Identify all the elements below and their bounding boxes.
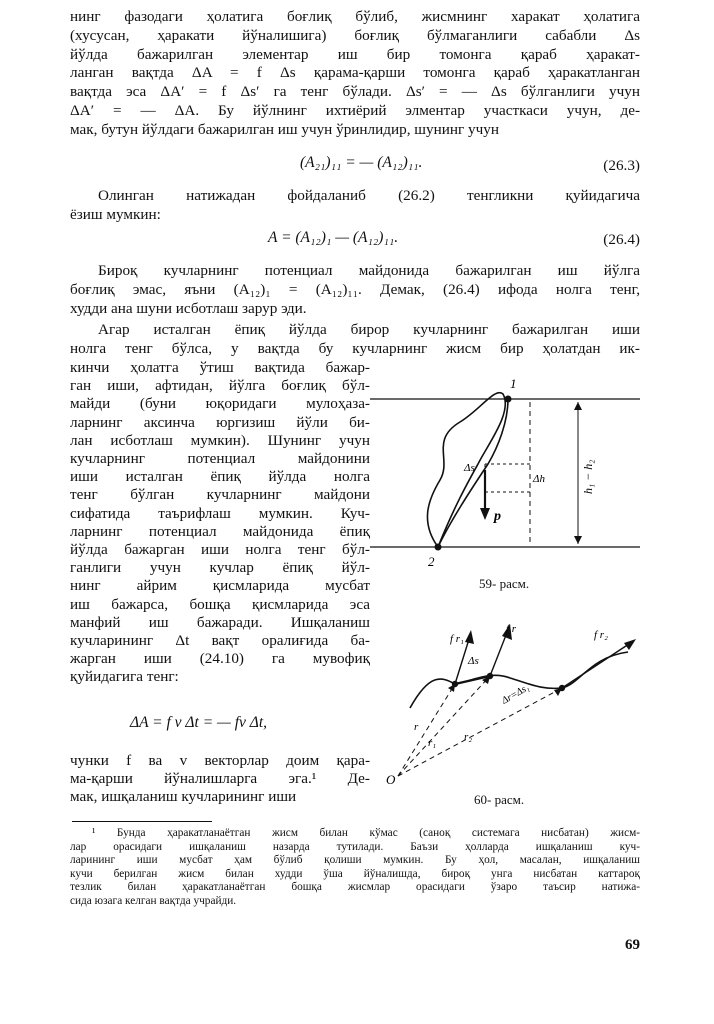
text-line: Бироқ кучларнинг потенциал майдонида бажарилган иш йўлга: [98, 262, 640, 279]
paragraph-continuation: [70, 8, 640, 140]
text-line: вақтда эса ΔA′ = f Δs′ га тенг бўлади. Δs′ = — Δs бўлганлиги учун: [70, 83, 640, 101]
fig59-label-dh: Δh: [533, 473, 545, 485]
text-line: мак, бутун йўлдаги бажарилган иш учун ўринлидир, шунинг учун: [70, 120, 499, 138]
text-line: ларнинг потенциал майдонида ёпиқ: [70, 522, 370, 540]
text-line: йўлда бажарган иши нолга тенг бўл-: [70, 541, 370, 559]
fig60-label-ds: Δs: [468, 655, 479, 667]
fig60-label-dr: Δr=Δs₁: [500, 682, 532, 707]
text-line: мак, ишқаланиш кучларининг иши: [70, 788, 297, 806]
text-line: лан исботлаш мумкин). Шунинг учун: [70, 431, 370, 449]
text-line: кинчи ҳолатга ўтиш вақтида бажар-: [70, 359, 370, 376]
point-icon: [487, 673, 493, 679]
text-line: нолга тенг бўлса, у вақтда бу кучларнинг жисм бир ҳолатдан ик-: [70, 339, 640, 357]
point-2-icon: [435, 544, 442, 551]
equation-26-3: (A₂₁)₁₁ = — (A₁₂)₁₁.: [300, 154, 423, 171]
point-icon: [559, 685, 565, 691]
paragraph-narrow: [70, 752, 370, 807]
equation-friction-work: ΔA = f v Δt = — fv Δt,: [130, 714, 268, 731]
footnote-line: тезлик билан ҳаракатланаётган бошқа жисмлар орасидаги ўзаро таъсир натижа-: [70, 881, 640, 894]
fig59-label-force: p: [494, 509, 501, 524]
footnote: [70, 827, 640, 909]
fig60-label-origin: O: [386, 772, 396, 787]
text-line: ганлиги учун кучлар ёпиқ йўл-: [70, 559, 370, 577]
text-line: йўлда бажарилган элементар иш бир томонга қараб ҳаракат-: [70, 45, 640, 63]
text-line: нинг айрим қисмларида мусбат: [70, 577, 370, 595]
text-line: ларнинг аксинча юргизиш йўли би-: [70, 413, 370, 431]
text-line: ган иши, афтидан, йўлга боғлиқ бўл-: [70, 377, 370, 395]
page-number: 69: [625, 937, 640, 953]
fig59-label-2: 2: [428, 554, 435, 569]
equation-number: (26.4): [603, 231, 640, 248]
fig60-label-r1: r: [414, 721, 419, 733]
point-icon: [452, 681, 458, 687]
equation-number: (26.3): [603, 157, 640, 174]
text-line: кучларнинг потенциал майдонини: [70, 450, 370, 468]
paragraph-narrow: [70, 359, 370, 687]
fig60-label-r2: r₁: [428, 737, 437, 749]
text-line: иш бажарса, бошқа қисмларида эса: [70, 595, 370, 613]
text-line: жарган иши (24.10) га мувофиқ: [70, 650, 370, 668]
paragraph: [70, 262, 640, 318]
text-line: ёзиш мумкин:: [70, 205, 161, 223]
footnote-rule: [72, 821, 212, 822]
paragraph: [70, 321, 640, 359]
text-line: манфий иш бажаради. Ишқаланиш: [70, 613, 370, 631]
text-line: чунки f ва v векторлар доим қара-: [70, 752, 370, 769]
footnote-line: кучи берилган жисм билан худди ўша йўналишда, бироқ унга нисбатан каттароқ: [70, 867, 640, 880]
fig59-label-1: 1: [510, 376, 517, 391]
text-line: тенг бўлган кучларнинг майдони: [70, 486, 370, 504]
equation-26-4: A = (A₁₂)₁ — (A₁₂)₁₁.: [268, 229, 399, 246]
text-line: худди ана шуни исботлаш зарур эди.: [70, 299, 307, 317]
text-line: иши исталган ёпиқ йўлда нолга: [70, 468, 370, 486]
text-line: кучларининг Δt вақт оралиғида ба-: [70, 632, 370, 650]
fig60-label-r3: r₂: [464, 731, 473, 743]
text-line: сифатида таърифлаш мумкин. Куч-: [70, 504, 370, 522]
text-line: Олинган натижадан фойдаланиб (26.2) тенгликни қуйидагича: [98, 187, 640, 204]
fig60-label-f3: f r₂: [594, 629, 608, 641]
fig59-label-ds: Δs: [464, 462, 475, 474]
text-line: майди (буни юқоридаги мулоҳаза-: [70, 395, 370, 413]
fig60-label-f1: f r₁: [450, 633, 464, 645]
paragraph: [70, 187, 640, 225]
footnote-line: ларининг иши мусбат ҳам бўлиб қолиши мумкин. Бу ҳол, масалан, ишқаланиш: [70, 854, 640, 867]
text-line: қуйидагига тенг:: [70, 668, 179, 686]
fig60-label-f2: f r: [506, 623, 517, 635]
text-line: ланган вақтда ΔA = f Δs қарама-қарши томонга қараб ҳаракатланган: [70, 64, 640, 82]
text-line: (хусусан, ҳаракати йўналишига) боғлиқ бўлмаганлиги сабабли Δs: [70, 26, 640, 44]
text-line: ма-қарши йўналишларга эга.¹ Де-: [70, 770, 370, 788]
footnote-line: сида юзага келган вақтда учрайди.: [70, 894, 237, 907]
text-line: ΔA′ = — ΔA. Бу йўлнинг ихтиёрий элментар участкаси учун, де-: [70, 101, 640, 119]
figure-60-caption: 60- расм.: [474, 792, 525, 807]
figure-59: [370, 372, 642, 572]
text-line: боғлиқ эмас, яъни (A₁₂)₁ = (A₁₂)₁₁. Демак, (26.4) ифода нолга тенг,: [70, 280, 640, 298]
footnote-line: ¹ Бунда ҳаракатланаётган жисм билан кўмас (саноқ системага нисбатан) жисм-: [92, 827, 640, 839]
fig59-label-height: h₁ − h₂: [581, 459, 595, 494]
text-line: Агар исталган ёпиқ йўлда бирор кучларнинг бажарилган иши: [98, 321, 640, 338]
footnote-line: лар орасидаги ишқаланиш назарда тутилади. Баъзи ҳолларда ишқаланиш куч-: [70, 840, 640, 853]
point-1-icon: [505, 396, 512, 403]
figure-60: [380, 612, 642, 792]
figure-59-caption: 59- расм.: [479, 576, 530, 591]
text-line: нинг фазодаги ҳолатига боғлиқ бўлиб, жисмнинг харакат ҳолатига: [70, 8, 640, 25]
